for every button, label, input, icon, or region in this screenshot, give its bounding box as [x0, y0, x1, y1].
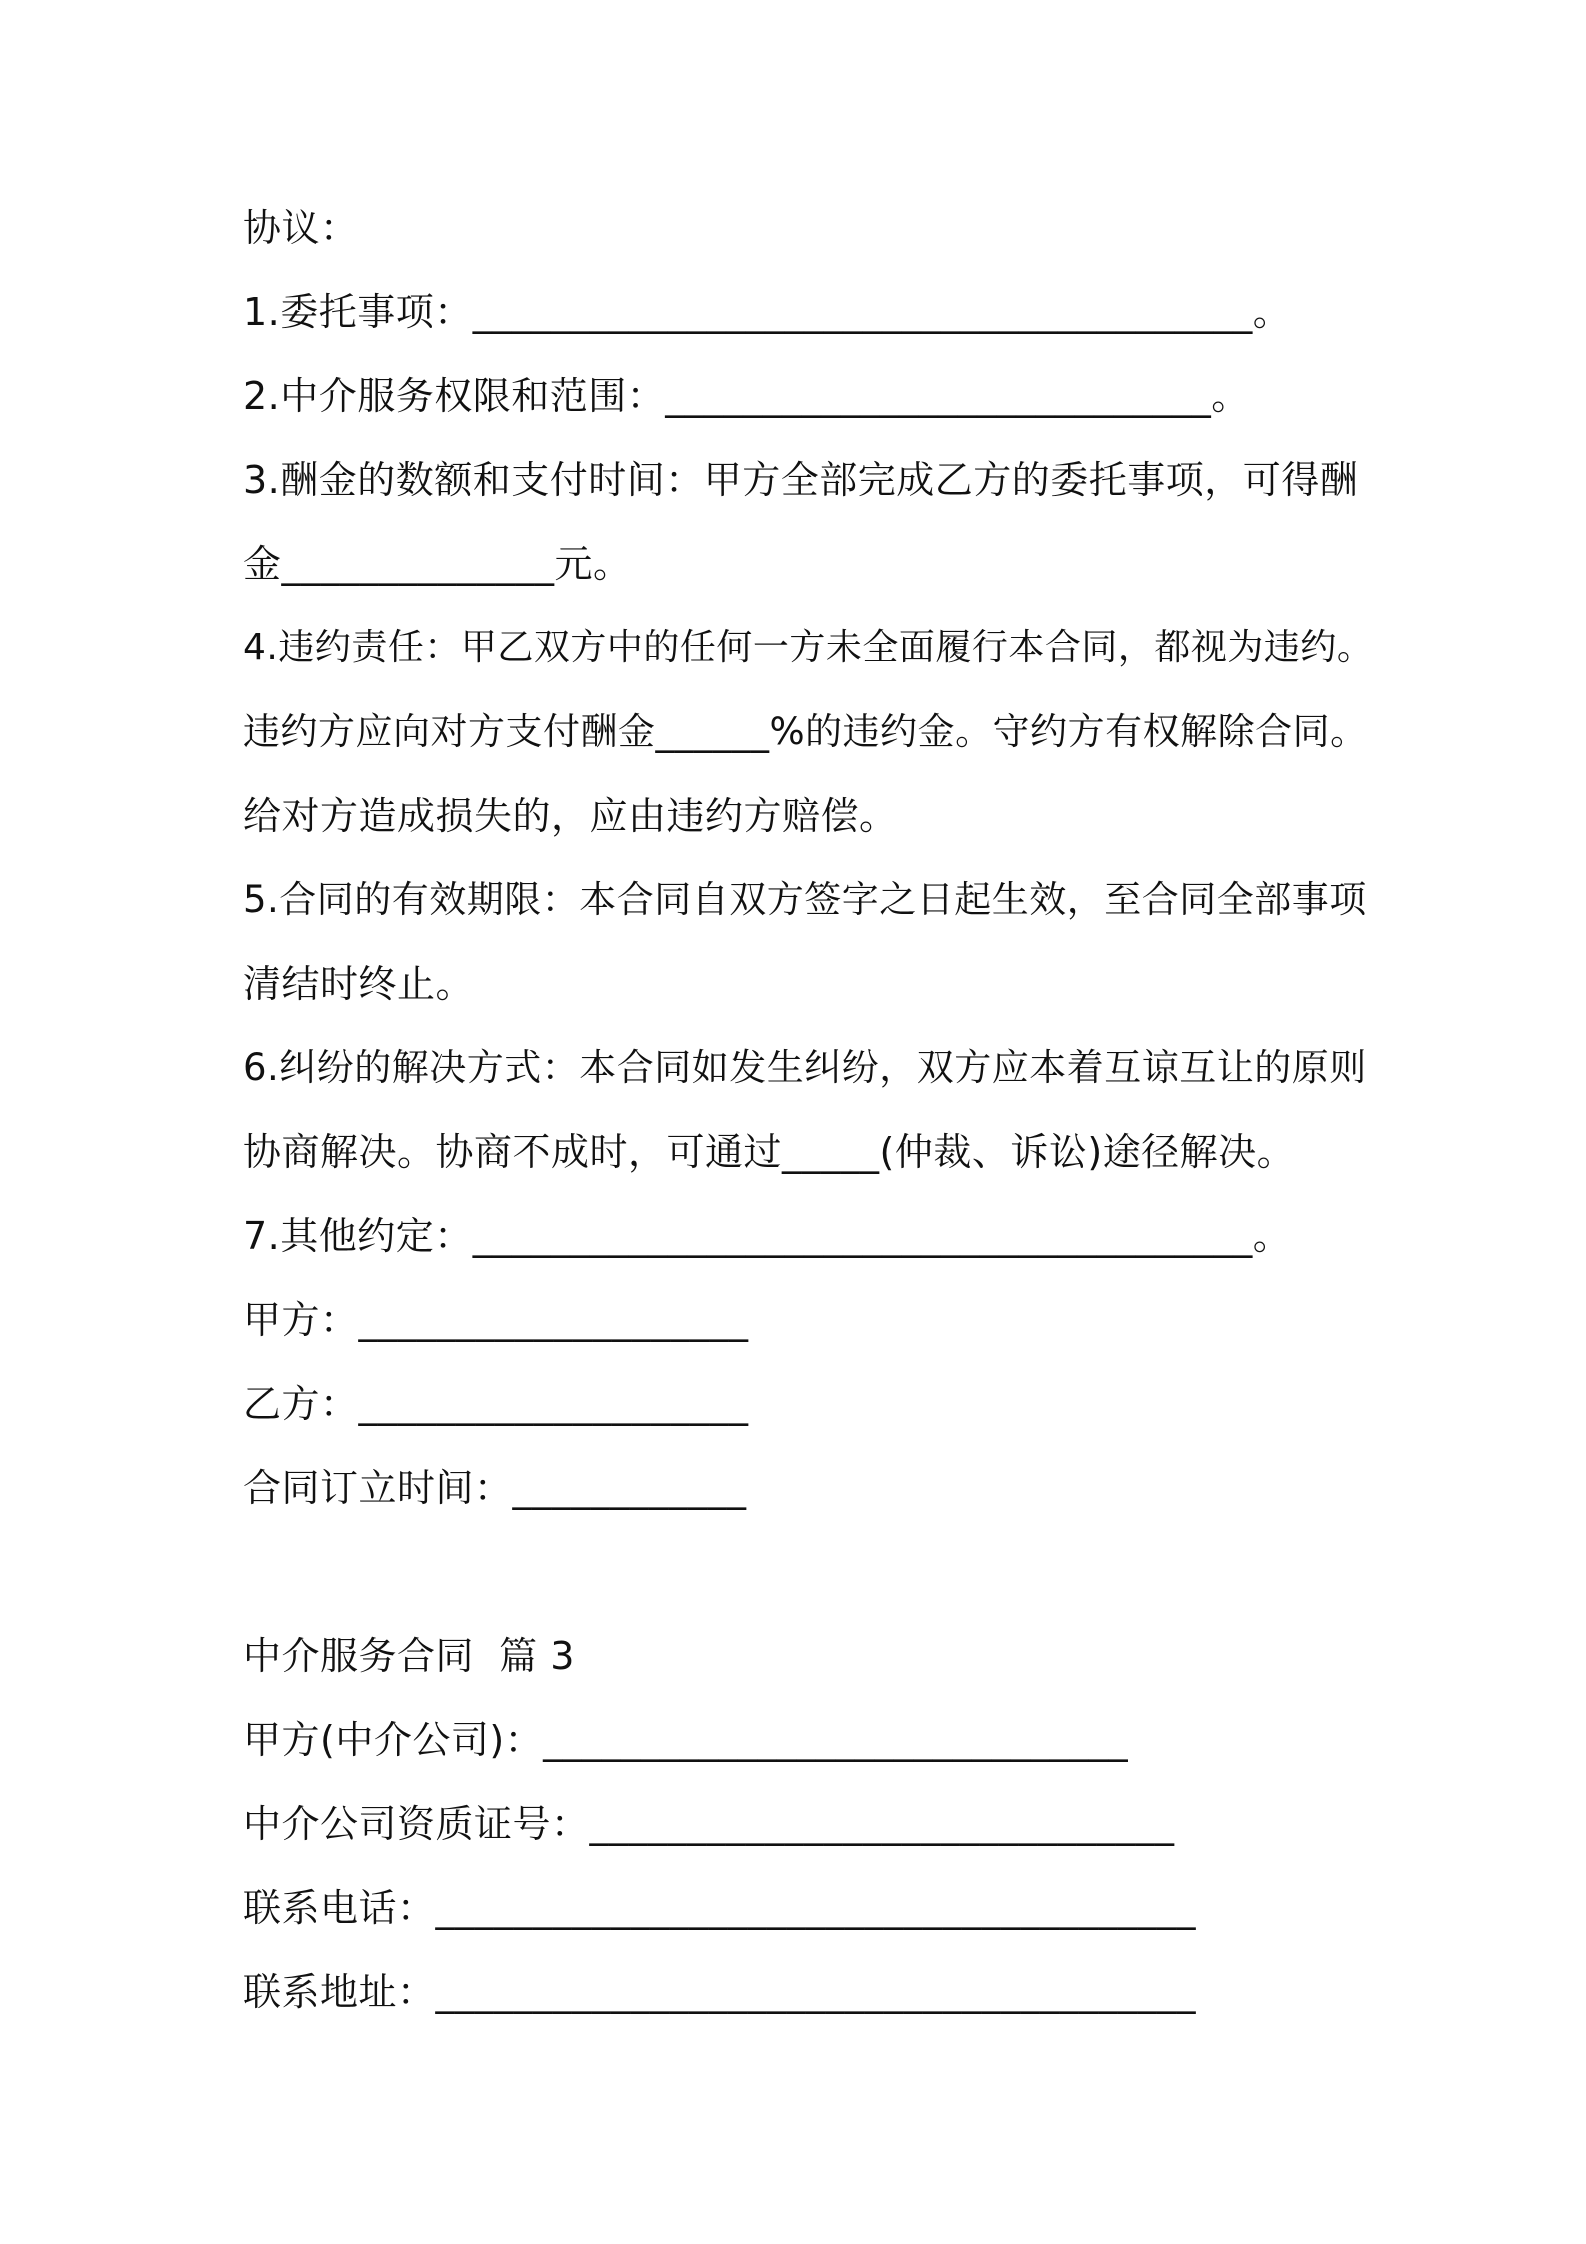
agreement-heading: 协议： [243, 206, 359, 250]
section-title: 中介服务合同 篇 3 [243, 1634, 575, 1678]
clause-4-liability-cont-1: 违约方应向对方支付酬金______%的违约金。守约方有权解除合同。 [243, 710, 1368, 753]
clause-4-liability-cont-2: 给对方造成损失的，应由违约方赔偿。 [243, 794, 898, 838]
clause-6-disputes: 6.纠纷的解决方式：本合同如发生纠纷，双方应本着互谅互让的原则 [243, 1046, 1367, 1089]
party-a-signature: 甲方：____________________ [243, 1298, 749, 1342]
clause-3-remuneration-cont: 金______________元。 [243, 542, 632, 586]
clause-5-validity: 5.合同的有效期限：本合同自双方签字之日起生效，至合同全部事项 [243, 878, 1367, 921]
contact-address: 联系地址：_______________________________________ [243, 1970, 1197, 2014]
party-a-agency: 甲方(中介公司)：______________________________ [243, 1718, 1129, 1762]
clause-5-validity-cont: 清结时终止。 [243, 962, 475, 1006]
clause-1-entrusted-matters: 1.委托事项：________________________________________。 [243, 290, 1292, 334]
clause-2-service-scope: 2.中介服务权限和范围：____________________________。 [243, 374, 1250, 418]
contact-phone: 联系电话：_______________________________________ [243, 1886, 1197, 1930]
agency-license-number: 中介公司资质证号：______________________________ [243, 1802, 1175, 1846]
party-b-signature: 乙方：____________________ [243, 1382, 749, 1426]
clause-4-liability: 4.违约责任：甲乙双方中的任何一方未全面履行本合同，都视为违约。 [243, 627, 1374, 668]
contract-date: 合同订立时间：____________ [243, 1466, 747, 1510]
clause-6-disputes-cont: 协商解决。协商不成时，可通过_____(仲裁、诉讼)途径解决。 [243, 1130, 1296, 1174]
clause-3-remuneration: 3.酬金的数额和支付时间：甲方全部完成乙方的委托事项，可得酬 [243, 458, 1359, 502]
clause-7-other: 7.其他约定：________________________________________。 [243, 1214, 1292, 1258]
